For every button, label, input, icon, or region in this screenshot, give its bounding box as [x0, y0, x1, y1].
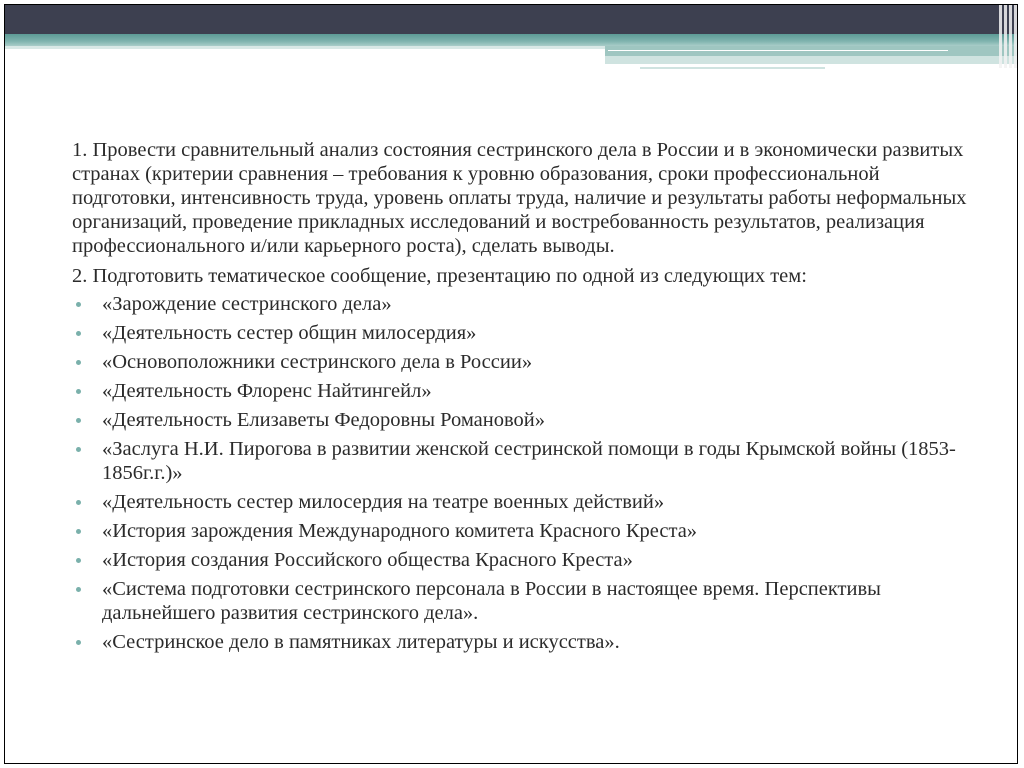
bullet-icon	[76, 640, 81, 645]
topic-text: «Заслуга Н.И. Пирогова в развитии женской сестринской помощи в годы Крымской войны (1853-1856г.г.)»	[102, 438, 956, 484]
topic-text: «История создания Российского общества Красного Креста»	[102, 549, 633, 571]
list-item	[72, 577, 972, 625]
list-item	[72, 379, 972, 403]
bullet-icon	[76, 529, 81, 534]
list-item	[72, 519, 972, 543]
bullet-icon	[76, 587, 81, 592]
bullet-icon	[76, 558, 81, 563]
list-item	[72, 350, 972, 374]
list-item	[72, 408, 972, 432]
list-item	[72, 292, 972, 316]
topic-text: «Система подготовки сестринского персонала в России в настоящее время. Перспективы дальнейшего развития сестринского дела».	[102, 578, 881, 624]
topic-text: «Деятельность сестер общин милосердия»	[102, 322, 477, 344]
topic-text: «Деятельность Флоренс Найтингейл»	[102, 380, 432, 402]
bullet-icon	[76, 360, 81, 365]
bullet-icon	[76, 418, 81, 423]
topic-text: «Зарождение сестринского дела»	[102, 293, 392, 315]
list-item	[72, 490, 972, 514]
bullet-icon	[76, 389, 81, 394]
list-item	[72, 437, 972, 485]
topic-text: «Деятельность сестер милосердия на театре военных действий»	[102, 491, 665, 513]
topic-text: «История зарождения Международного комитета Красного Креста»	[102, 520, 698, 542]
topics-list	[72, 292, 972, 654]
slide-body	[72, 138, 972, 659]
bullet-icon	[76, 331, 81, 336]
list-item	[72, 630, 972, 654]
list-item	[72, 548, 972, 572]
topic-text: «Деятельность Елизаветы Федоровны Романовой»	[102, 409, 546, 431]
list-item	[72, 321, 972, 345]
bullet-icon	[76, 302, 81, 307]
bullet-icon	[76, 500, 81, 505]
task-paragraph-1: 1. Провести сравнительный анализ состояния сестринского дела в России и в экономически развитых странах (критерии сравнения – требования к уровню образования, сроки профессиональной подготовки, интенсивность труда, уровень оплаты труда, наличие и результаты работы неформальных организаций, проведение прикладных исследований и востребованность результатов, реализация профессионального и/или карьерного роста), сделать выводы.	[72, 139, 967, 257]
topic-text: «Основоположники сестринского дела в России»	[102, 351, 533, 373]
topic-text: «Сестринское дело в памятниках литературы и искусства».	[102, 631, 620, 653]
task-paragraph-2: 2. Подготовить тематическое сообщение, презентацию по одной из следующих тем:	[72, 265, 807, 287]
bullet-icon	[76, 447, 81, 452]
